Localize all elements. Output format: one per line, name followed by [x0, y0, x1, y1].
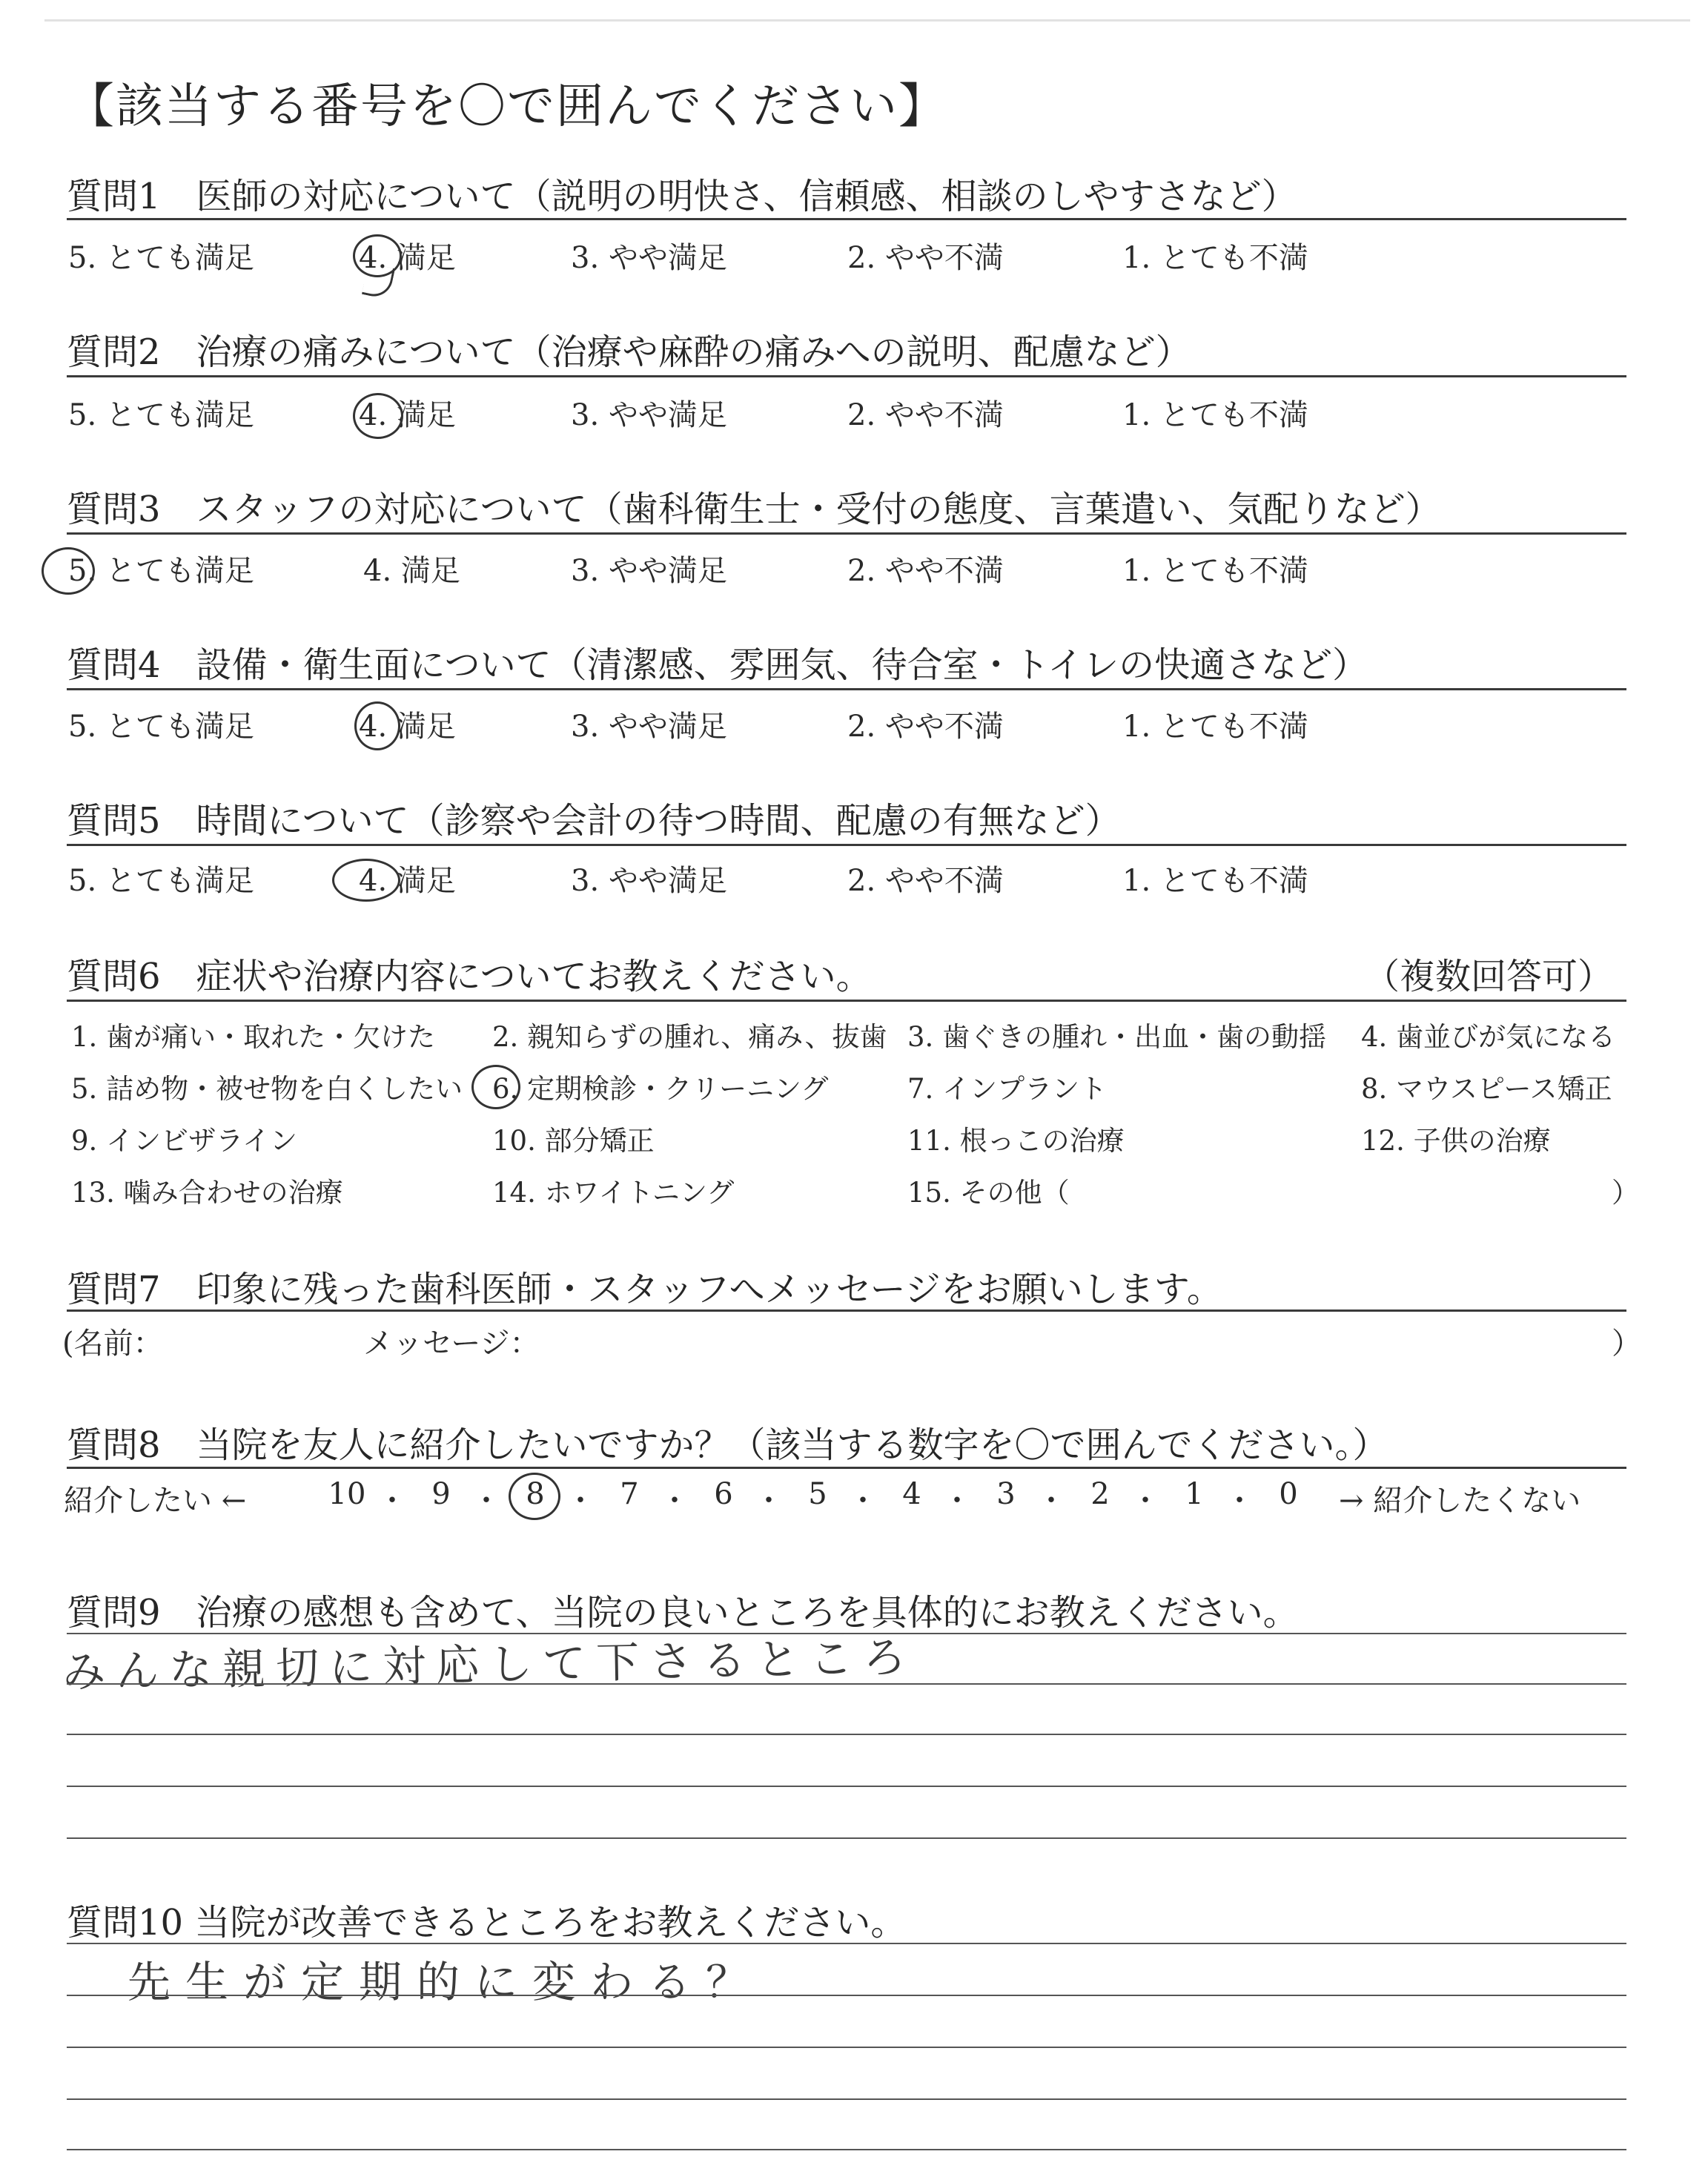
- q4-rule: [67, 688, 1626, 690]
- q8-scale-separator: ・: [566, 1484, 595, 1518]
- q6-selection-circle: [471, 1065, 520, 1109]
- q3-title: 質問3 スタッフの対応について（歯科衛生士・受付の態度、言葉遣い、気配りなど）: [67, 489, 1441, 530]
- q1-option-2[interactable]: 2. やや不満: [847, 241, 1004, 275]
- q6-item-12[interactable]: 12. 子供の治療: [1361, 1125, 1551, 1157]
- q8-scale-separator: ・: [1131, 1484, 1160, 1518]
- q6-rule: [67, 1000, 1626, 1002]
- q6-item-15[interactable]: 15. その他（: [907, 1177, 1070, 1209]
- q2-option-1[interactable]: 1. とても不満: [1122, 398, 1308, 432]
- q6-item-5[interactable]: 5. 詰め物・被せ物を白くしたい: [71, 1073, 463, 1105]
- q2-option-2[interactable]: 2. やや不満: [847, 398, 1004, 432]
- q3-option-4[interactable]: 4. 満足: [363, 554, 460, 588]
- q1-rule: [67, 218, 1626, 220]
- q8-scale-value-1[interactable]: 1: [1185, 1477, 1204, 1511]
- q8-selection-circle: [509, 1473, 560, 1520]
- q8-scale-separator: ・: [754, 1484, 784, 1518]
- q10-line-4: [67, 2098, 1626, 2100]
- instruction-header: 【該当する番号を〇で囲んでください】: [67, 79, 947, 134]
- q5-option-3[interactable]: 3. やや満足: [571, 864, 727, 898]
- q1-option-4[interactable]: 4. 満足: [359, 241, 456, 275]
- q1-title: 質問1 医師の対応について（説明の明快さ、信頼感、相談のしやすさなど）: [67, 176, 1297, 217]
- q4-selection-circle: [354, 701, 400, 750]
- q8-scale-separator: ・: [1036, 1484, 1066, 1518]
- q2-option-3[interactable]: 3. やや満足: [571, 398, 727, 432]
- q3-option-3[interactable]: 3. やや満足: [571, 554, 727, 588]
- q5-option-5[interactable]: 5. とても満足: [68, 864, 254, 898]
- q6-item-7[interactable]: 7. インプラント: [907, 1073, 1108, 1105]
- q8-right-label: → 紹介したくない: [1339, 1484, 1581, 1518]
- q8-scale-separator: ・: [942, 1484, 972, 1518]
- q8-scale-value-5[interactable]: 5: [808, 1477, 827, 1511]
- top-border: [44, 19, 1690, 22]
- q1-option-3[interactable]: 3. やや満足: [571, 241, 727, 275]
- q8-scale-separator: ・: [1225, 1484, 1254, 1518]
- q1-option-5[interactable]: 5. とても満足: [68, 241, 254, 275]
- q7-message-label: メッセージ：: [363, 1327, 540, 1361]
- q8-scale-value-0[interactable]: 0: [1279, 1477, 1298, 1511]
- q9-line-2: [67, 1683, 1626, 1685]
- q8-title: 質問8 当院を友人に紹介したいですか？（該当する数字を〇で囲んでください。）: [67, 1424, 1388, 1466]
- q2-selection-circle: [353, 393, 403, 439]
- q9-handwritten-answer[interactable]: みんな親切に対応して下さるところ: [62, 1631, 917, 1698]
- q6-item-3[interactable]: 3. 歯ぐきの腫れ・出血・歯の動揺: [907, 1021, 1327, 1053]
- q8-scale-value-10[interactable]: 10: [328, 1477, 366, 1511]
- q8-scale-value-9[interactable]: 9: [431, 1477, 451, 1511]
- q5-option-1[interactable]: 1. とても不満: [1122, 864, 1308, 898]
- q8-scale-separator: ・: [660, 1484, 689, 1518]
- q3-rule: [67, 532, 1626, 535]
- q3-selection-circle: [42, 547, 95, 595]
- q3-option-1[interactable]: 1. とても不満: [1122, 554, 1308, 588]
- q8-scale-value-7[interactable]: 7: [620, 1477, 639, 1511]
- q6-item-10[interactable]: 10. 部分矯正: [492, 1125, 655, 1157]
- q8-scale-value-2[interactable]: 2: [1090, 1477, 1110, 1511]
- q6-item-11[interactable]: 11. 根っこの治療: [907, 1125, 1125, 1157]
- q6-item-6[interactable]: 6. 定期検診・クリーニング: [492, 1073, 829, 1105]
- q10-line-1: [67, 1943, 1626, 1944]
- q2-option-5[interactable]: 5. とても満足: [68, 398, 254, 432]
- q8-scale-separator: ・: [377, 1484, 407, 1518]
- q8-scale-value-8[interactable]: 8: [526, 1477, 545, 1511]
- q8-rule: [67, 1467, 1626, 1469]
- q9-line-5: [67, 1837, 1626, 1839]
- q5-option-2[interactable]: 2. やや不満: [847, 864, 1004, 898]
- q4-title: 質問4 設備・衛生面について（清潔感、雰囲気、待合室・トイレの快適さなど）: [67, 644, 1368, 686]
- q8-scale-value-6[interactable]: 6: [714, 1477, 733, 1511]
- q4-option-2[interactable]: 2. やや不満: [847, 710, 1004, 744]
- q4-option-5[interactable]: 5. とても満足: [68, 710, 254, 744]
- q7-name-label: (名前：: [62, 1327, 163, 1361]
- q5-rule: [67, 844, 1626, 846]
- q6-item-8[interactable]: 8. マウスピース矯正: [1361, 1073, 1612, 1105]
- q6-item-2[interactable]: 2. 親知らずの腫れ、痛み、抜歯: [492, 1021, 887, 1053]
- q5-option-4[interactable]: 4. 満足: [359, 864, 456, 898]
- q6-item-4[interactable]: 4. 歯並びが気になる: [1361, 1021, 1616, 1053]
- q6-item-13[interactable]: 13. 噛み合わせの治療: [71, 1177, 343, 1209]
- q6-other-close: ）: [1612, 1177, 1639, 1209]
- q2-rule: [67, 375, 1626, 377]
- q10-title: 質問10 当院が改善できるところをお教えください。: [67, 1902, 907, 1943]
- q3-option-5[interactable]: 5. とても満足: [68, 554, 254, 588]
- q1-selection-tail: [362, 263, 395, 300]
- q8-scale-separator: ・: [471, 1484, 501, 1518]
- q4-option-4[interactable]: 4. 満足: [359, 710, 456, 744]
- q10-handwritten-answer[interactable]: 先生が定期的に変わる？: [128, 1957, 764, 2007]
- q9-title: 質問9 治療の感想も含めて、当院の良いところを具体的にお教えください。: [67, 1592, 1299, 1634]
- q8-scale-value-4[interactable]: 4: [902, 1477, 921, 1511]
- q5-selection-circle: [332, 859, 400, 902]
- q10-line-2: [67, 1995, 1626, 1996]
- q8-scale-value-3[interactable]: 3: [996, 1477, 1016, 1511]
- q10-line-5: [67, 2149, 1626, 2150]
- q6-item-9[interactable]: 9. インビザライン: [71, 1125, 297, 1157]
- q7-rule: [67, 1309, 1626, 1312]
- q6-item-14[interactable]: 14. ホワイトニング: [492, 1177, 735, 1209]
- q5-title: 質問5 時間について（診察や会計の待つ時間、配慮の有無など）: [67, 800, 1121, 842]
- q9-line-4: [67, 1786, 1626, 1787]
- q1-option-1[interactable]: 1. とても不満: [1122, 241, 1308, 275]
- q8-scale-separator: ・: [848, 1484, 878, 1518]
- q6-note: （複数回答可）: [1364, 956, 1614, 997]
- q3-option-2[interactable]: 2. やや不満: [847, 554, 1004, 588]
- q7-title: 質問7 印象に残った歯科医師・スタッフへメッセージをお願いします。: [67, 1269, 1222, 1310]
- q7-close-paren: ）: [1612, 1327, 1641, 1361]
- q4-option-1[interactable]: 1. とても不満: [1122, 710, 1308, 744]
- q10-line-3: [67, 2047, 1626, 2048]
- q6-item-1[interactable]: 1. 歯が痛い・取れた・欠けた: [71, 1021, 436, 1053]
- q2-title: 質問2 治療の痛みについて（治療や麻酔の痛みへの説明、配慮など）: [67, 331, 1191, 373]
- q4-option-3[interactable]: 3. やや満足: [571, 710, 727, 744]
- q9-line-3: [67, 1734, 1626, 1735]
- q2-option-4[interactable]: 4. 満足: [359, 398, 456, 432]
- q6-title: 質問6 症状や治療内容についてお教えください。: [67, 956, 872, 997]
- q8-left-label: 紹介したい ←: [64, 1484, 247, 1518]
